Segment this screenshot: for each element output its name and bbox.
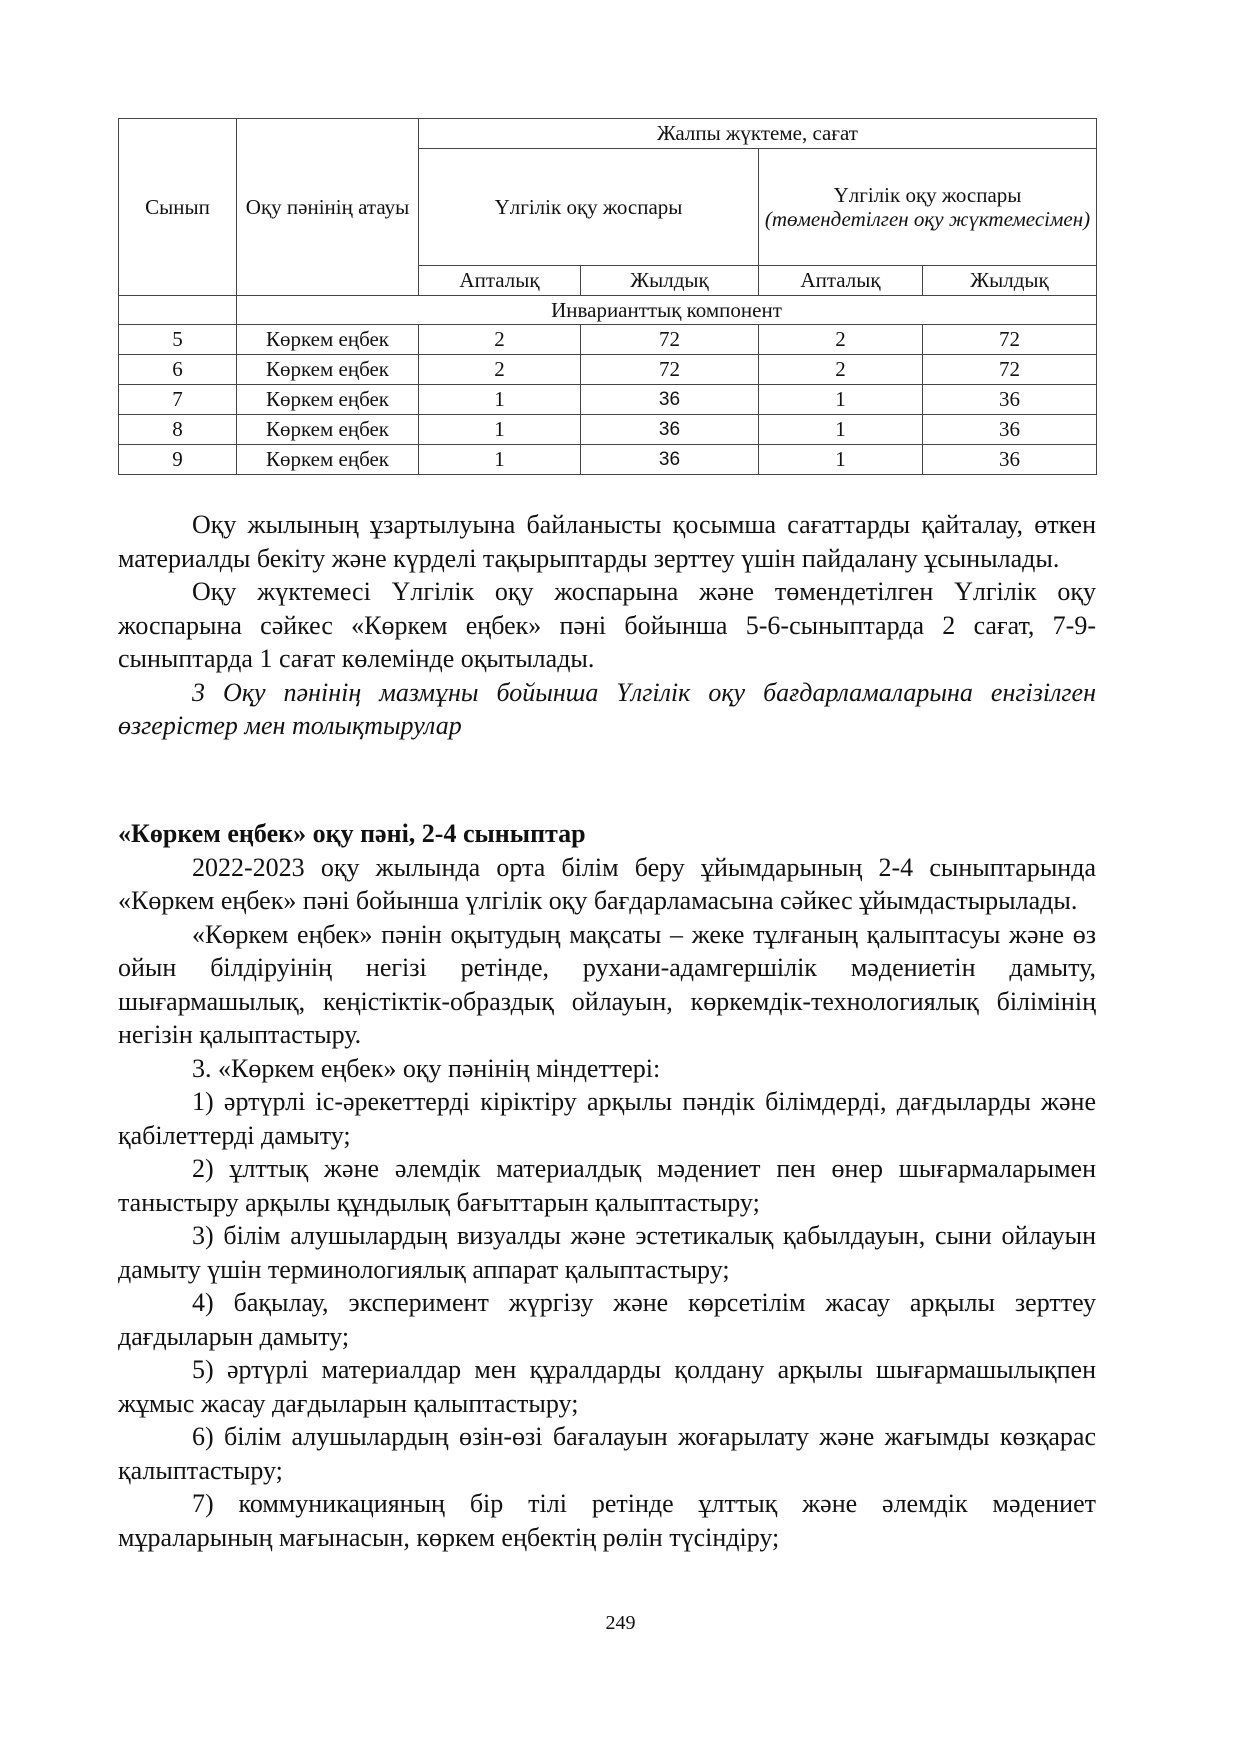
cell-class: 5 <box>119 325 237 355</box>
body-text-top <box>118 508 1096 743</box>
paragraph-goal: «Көркем еңбек» пәнін оқытудың мақсаты – жеке тұлғаның қалыптасуы және өз ойын білдіруінің негізі ретінде, рухани-адамгершілік мәдениетін дамыту, шығармашылық, кеңістіктік-образдық ойлауын, көркемдік-технологиялық білімінің негізін қалыптастыру. <box>118 919 1096 1049</box>
table-row <box>119 415 1097 445</box>
section-invariant: Инварианттық компонент <box>237 296 1097 325</box>
cell-weekly-reduced: 2 <box>759 325 923 355</box>
cell-class: 9 <box>119 445 237 475</box>
list-item: 2) ұлттық және әлемдік материалдық мәдениет пен өнер шығармаларымен таныстыру арқылы құндылық бағыттарын қалыптастыру; <box>118 1154 1096 1217</box>
header-weekly: Апталық <box>419 266 581 296</box>
cell-yearly-reduced: 36 <box>923 415 1097 445</box>
page-number: 249 <box>605 1612 636 1634</box>
header-yearly-reduced: Жылдық <box>923 266 1097 296</box>
table-row <box>119 385 1097 415</box>
header-class: Сынып <box>119 119 237 296</box>
list-item: 5) әртүрлі материалдар мен құралдарды қолдану арқылы шығармашылықпен жұмыс жасау дағдыларын қалыптастыру; <box>118 1355 1096 1418</box>
cell-yearly: 36 <box>581 415 759 445</box>
cell-subject: Көркем еңбек <box>237 355 419 385</box>
list-item: 4) бақылау, эксперимент жүргізу және көрсетілім жасау арқылы зерттеу дағдыларын дамыту; <box>118 1288 1096 1351</box>
cell-yearly-reduced: 72 <box>923 355 1097 385</box>
header-yearly: Жылдық <box>581 266 759 296</box>
list-item: 6) білім алушылардың өзін-өзі бағалауын жоғарылату және жағымды көзқарас қалыптастыру; <box>118 1422 1096 1485</box>
header-weekly-reduced: Апталық <box>759 266 923 296</box>
cell-yearly: 72 <box>581 325 759 355</box>
paragraph-tasks-title: 3. «Көркем еңбек» оқу пәнінің міндеттері: <box>192 1053 661 1083</box>
section-heading: «Көркем еңбек» оқу пәні, 2-4 сыныптар <box>118 819 586 848</box>
study-load-table <box>118 118 1097 475</box>
list-item: 1) әртүрлі іс-әрекеттерді кіріктіру арқылы пәндік білімдерді, дағдыларды және қабілеттерді дамыту; <box>118 1087 1096 1150</box>
cell-yearly-reduced: 36 <box>923 385 1097 415</box>
cell-subject: Көркем еңбек <box>237 445 419 475</box>
paragraph-organization: 2022-2023 оқу жылында орта білім беру ұйымдарының 2-4 сыныптарында «Көркем еңбек» пәні бойынша үлгілік оқу бағдарламасына сәйкес ұйымдастырылады. <box>118 852 1096 915</box>
table-row <box>119 355 1097 385</box>
cell-weekly: 1 <box>419 415 581 445</box>
header-plan-reduced <box>759 149 1097 266</box>
cell-yearly: 72 <box>581 355 759 385</box>
cell-class: 8 <box>119 415 237 445</box>
cell-weekly: 1 <box>419 445 581 475</box>
cell-weekly: 2 <box>419 355 581 385</box>
cell-weekly-reduced: 1 <box>759 415 923 445</box>
header-total-load: Жалпы жүктеме, сағат <box>419 119 1097 149</box>
body-text-main <box>118 817 1096 1554</box>
cell-weekly: 2 <box>419 325 581 355</box>
list-item: 7) коммуникацияның бір тілі ретінде ұлттық және әлемдік мәдениет мұраларының мағынасын, көркем еңбектің рөлін түсіндіру; <box>118 1489 1096 1552</box>
cell-weekly-reduced: 1 <box>759 385 923 415</box>
paragraph-changes-heading: 3 Оқу пәнінің мазмұны бойынша Үлгілік оқу бағдарламаларына енгізілген өзгерістер мен толықтырулар <box>118 677 1096 740</box>
cell-weekly: 1 <box>419 385 581 415</box>
list-item: 3) білім алушылардың визуалды және эстетикалық қабылдауын, сыни ойлауын дамыту үшін терминологиялық аппарат қалыптастыру; <box>118 1221 1096 1284</box>
cell-subject: Көркем еңбек <box>237 385 419 415</box>
paragraph-extension-hours: Оқу жылының ұзартылуына байланысты қосымша сағаттарды қайталау, өткен материалды бекіту және күрделі тақырыптарды зерттеу үшін пайдалану ұсынылады. <box>118 510 1096 573</box>
header-subject: Оқу пәнінің атауы <box>237 119 419 296</box>
cell-class: 6 <box>119 355 237 385</box>
cell-subject: Көркем еңбек <box>237 415 419 445</box>
header-plan: Үлгілік оқу жоспары <box>419 149 759 266</box>
cell-subject: Көркем еңбек <box>237 325 419 355</box>
cell-yearly: 36 <box>581 385 759 415</box>
cell-weekly-reduced: 1 <box>759 445 923 475</box>
cell-yearly-reduced: 72 <box>923 325 1097 355</box>
section-empty-cell <box>119 296 237 325</box>
cell-yearly-reduced: 36 <box>923 445 1097 475</box>
header-plan-reduced-note: (төмендетілген оқу жүктемесімен) <box>764 207 1091 231</box>
paragraph-study-load: Оқу жүктемесі Үлгілік оқу жоспарына және төмендетілген Үлгілік оқу жоспарына сәйкес «Көркем еңбек» пәні бойынша 5-6-сыныптарда 2 сағат, 7-9-сыныптарда 1 сағат көлемінде оқытылады. <box>118 577 1096 673</box>
header-plan-reduced-title: Үлгілік оқу жоспары <box>833 182 1022 207</box>
table-row <box>119 325 1097 355</box>
cell-class: 7 <box>119 385 237 415</box>
cell-yearly: 36 <box>581 445 759 475</box>
cell-weekly-reduced: 2 <box>759 355 923 385</box>
table-row <box>119 445 1097 475</box>
